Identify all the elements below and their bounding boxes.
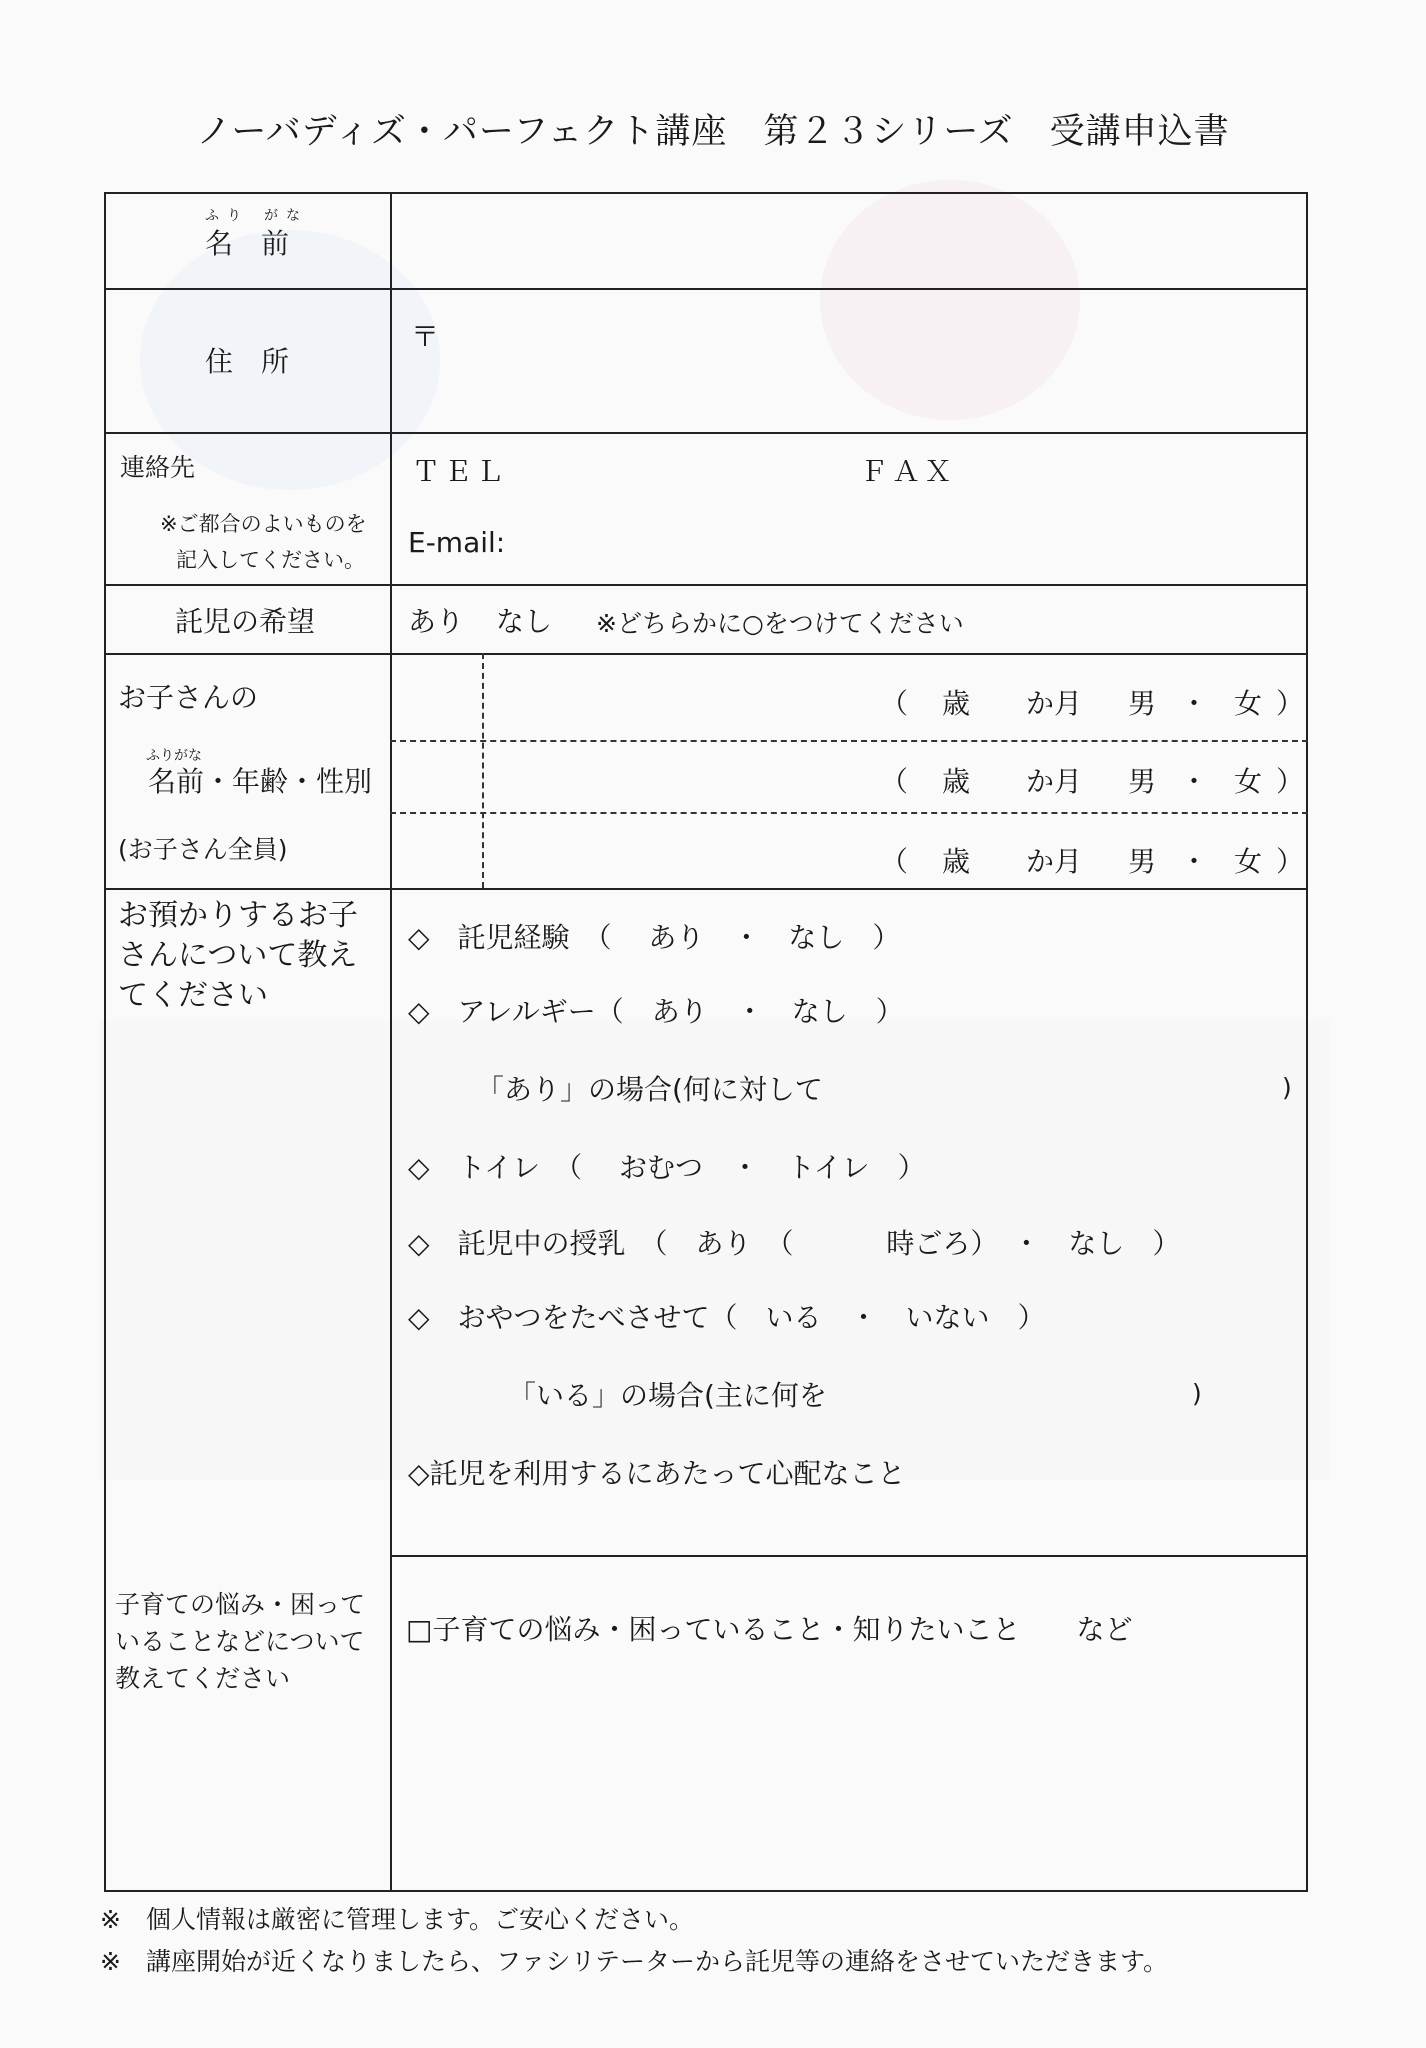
contact-label: 連絡先 xyxy=(120,453,196,482)
allergy-detail: 「あり」の場合(何に対して xyxy=(476,1073,823,1106)
concerns-prompt: □子育ての悩み・困っていること・知りたいこと など xyxy=(406,1613,1133,1646)
concerns-input[interactable] xyxy=(400,1660,1300,1885)
allergy-detail-close: ) xyxy=(1282,1073,1292,1102)
name-ruby-furi: ふり xyxy=(205,208,249,224)
separator-dot: ・ xyxy=(1180,845,1209,878)
toilet-question[interactable]: ◇ トイレ （ おむつ ・ トイレ ） xyxy=(408,1151,926,1184)
allergy-question[interactable]: ◇ アレルギー（ あり ・ なし ） xyxy=(408,995,904,1028)
fax-label: ＦＡＸ xyxy=(860,455,957,488)
name-ruby-gana: がな xyxy=(264,208,308,224)
separator-dot: ・ xyxy=(1180,765,1209,798)
about-child-label-2: さんについて教え xyxy=(118,938,358,973)
email-label: E-mail: xyxy=(408,526,506,559)
childcare-yes-option[interactable]: あり xyxy=(408,605,465,638)
month-unit: か月 xyxy=(1026,765,1083,798)
age-unit: 歳 xyxy=(942,687,971,720)
snack-detail: 「いる」の場合(主に何を xyxy=(508,1379,827,1412)
fax-input[interactable] xyxy=(955,440,1295,500)
postal-mark: 〒 xyxy=(411,320,440,353)
address-label: 住 所 xyxy=(205,345,290,378)
contact-note-2: 記入してください。 xyxy=(176,548,365,572)
male-option[interactable]: 男 xyxy=(1128,765,1157,798)
children-label-1: お子さんの xyxy=(118,681,259,714)
column-divider xyxy=(390,192,392,1892)
female-option[interactable]: 女 xyxy=(1234,845,1263,878)
footnote-privacy: ※ 個人情報は厳密に管理します。ご安心ください。 xyxy=(100,1905,694,1934)
female-option[interactable]: 女 xyxy=(1234,687,1263,720)
concerns-label-1: 子育ての悩み・困って xyxy=(115,1590,366,1619)
paren-close: ） xyxy=(1276,765,1305,798)
childcare-wish-label: 託児の希望 xyxy=(175,605,316,638)
paren-open: （ xyxy=(880,687,909,720)
male-option[interactable]: 男 xyxy=(1128,687,1157,720)
tel-input[interactable] xyxy=(505,440,835,500)
name-label: 名 前 xyxy=(205,227,290,260)
childcare-note: ※どちらかに○をつけてください xyxy=(596,609,964,638)
children-ruby: ふりがな xyxy=(146,748,202,764)
age-unit: 歳 xyxy=(942,845,971,878)
male-option[interactable]: 男 xyxy=(1128,845,1157,878)
paren-open: （ xyxy=(880,845,909,878)
paren-close: ） xyxy=(1276,687,1305,720)
name-input[interactable] xyxy=(392,194,1306,286)
snack-detail-close: ) xyxy=(1192,1379,1202,1408)
children-label-2: 名前・年齢・性別 xyxy=(148,765,373,798)
children-label-3: (お子さん全員) xyxy=(118,835,288,864)
form-title: ノーバディズ・パーフェクト講座 第２３シリーズ 受講申込書 xyxy=(196,112,1230,152)
concerns-label-2: いることなどについて xyxy=(115,1627,365,1656)
email-input[interactable] xyxy=(525,515,1295,577)
snack-question[interactable]: ◇ おやつをたべさせて（ いる ・ いない ） xyxy=(408,1301,1046,1334)
about-child-label-3: てください xyxy=(118,978,268,1013)
separator-dot: ・ xyxy=(1180,687,1209,720)
childcare-no-option[interactable]: なし xyxy=(496,605,553,638)
female-option[interactable]: 女 xyxy=(1234,765,1263,798)
contact-note-1: ※ご都合のよいものを xyxy=(160,512,367,536)
paren-close: ） xyxy=(1276,845,1305,878)
worry-input[interactable] xyxy=(410,1495,1300,1550)
footnote-contact: ※ 講座開始が近くなりましたら、ファシリテーターから託児等の連絡をさせていただきます。 xyxy=(100,1947,1168,1976)
month-unit: か月 xyxy=(1026,687,1083,720)
age-unit: 歳 xyxy=(942,765,971,798)
concerns-label-3: 教えてください xyxy=(115,1664,291,1693)
experience-question[interactable]: ◇ 託児経験 （ あり ・ なし ） xyxy=(408,921,901,954)
address-input[interactable] xyxy=(440,292,1306,430)
worry-question: ◇託児を利用するにあたって心配なこと xyxy=(408,1457,906,1490)
month-unit: か月 xyxy=(1026,845,1083,878)
tel-label: ＴＥＬ xyxy=(412,455,509,488)
feeding-question[interactable]: ◇ 託児中の授乳 （ あり （ 時ごろ） ・ なし ） xyxy=(408,1227,1181,1260)
about-child-label-1: お預かりするお子 xyxy=(118,898,358,933)
paren-open: （ xyxy=(880,765,909,798)
